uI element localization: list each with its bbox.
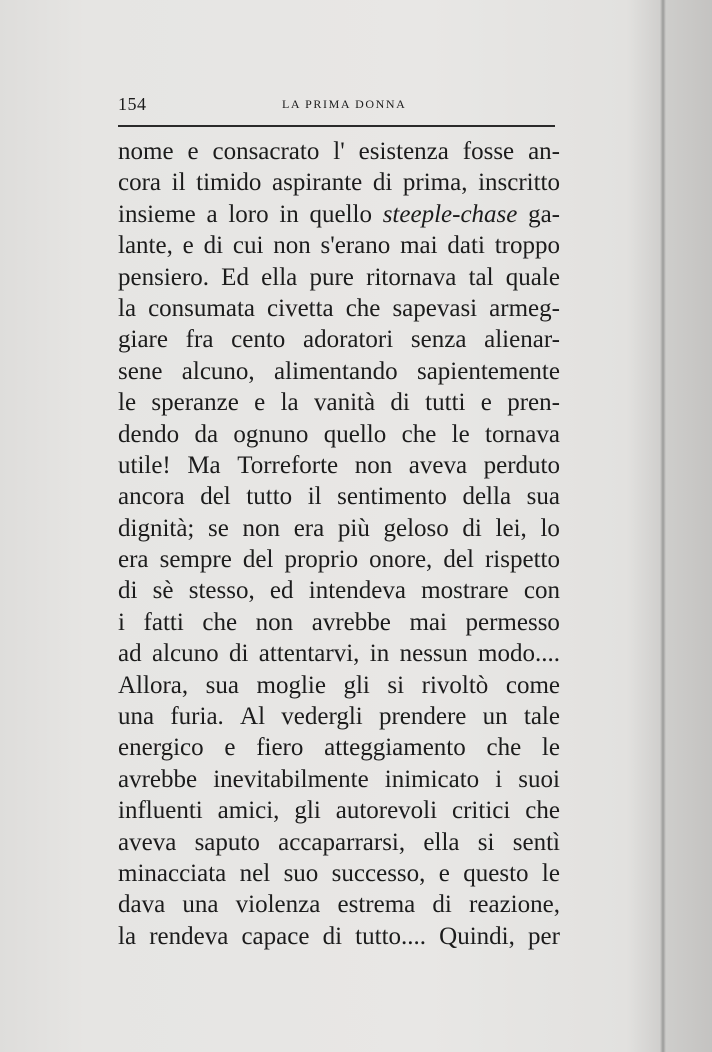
text-line: influenti amici, gli autorevoli critici che bbox=[118, 797, 560, 825]
text-line: una furia. Al vedergli prendere un tale bbox=[118, 703, 560, 731]
text-line: ancora del tutto il sentimento della sua bbox=[118, 483, 560, 511]
text-line: di sè stesso, ed intendeva mostrare con bbox=[118, 577, 560, 605]
text-line: giare fra cento adoratori senza alienar- bbox=[118, 326, 560, 354]
running-title: LA PRIMA DONNA bbox=[282, 97, 407, 111]
text-line: aveva saputo accaparrarsi, ella si sentì bbox=[118, 828, 560, 856]
text-line: insieme a loro in quello steeple-chase ga- bbox=[118, 200, 560, 228]
text-line: sene alcuno, alimentando sapientemente bbox=[118, 357, 560, 385]
text-line: energico e fiero atteggiamento che le bbox=[118, 734, 560, 762]
text-line: pensiero. Ed ella pure ritornava tal quale bbox=[118, 263, 560, 291]
header-rule bbox=[118, 125, 555, 127]
text-line: i fatti che non avrebbe mai permesso bbox=[118, 608, 560, 636]
text-line: cora il timido aspirante di prima, inscritto bbox=[118, 169, 560, 197]
text-line: ad alcuno di attentarvi, in nessun modo.... bbox=[118, 640, 560, 668]
text-line: era sempre del proprio onore, del rispetto bbox=[118, 546, 560, 574]
text-line: Allora, sua moglie gli si rivoltò come bbox=[118, 671, 560, 699]
text-line: utile! Ma Torreforte non aveva perduto bbox=[118, 451, 560, 479]
page-number: 154 bbox=[118, 94, 147, 114]
page-binding-shadow bbox=[660, 0, 666, 1052]
text-line: avrebbe inevitabilmente inimicato i suoi bbox=[118, 765, 560, 793]
body-text bbox=[118, 136, 560, 952]
page-header bbox=[118, 94, 555, 118]
text-line: dava una violenza estrema di reazione, bbox=[118, 891, 560, 919]
text-line: lante, e di cui non s'erano mai dati troppo bbox=[118, 232, 560, 260]
text-line: nome e consacrato l' esistenza fosse an- bbox=[118, 138, 560, 165]
text-line: dendo da ognuno quello che le tornava bbox=[118, 420, 560, 448]
text-line: la rendeva capace di tutto.... Quindi, per bbox=[118, 922, 560, 950]
text-line: la consumata civetta che sapevasi armeg- bbox=[118, 294, 560, 322]
text-line: dignità; se non era più geloso di lei, lo bbox=[118, 514, 560, 542]
text-line: le speranze e la vanità di tutti e pren- bbox=[118, 389, 560, 417]
text-line: minacciata nel suo successo, e questo le bbox=[118, 859, 560, 887]
